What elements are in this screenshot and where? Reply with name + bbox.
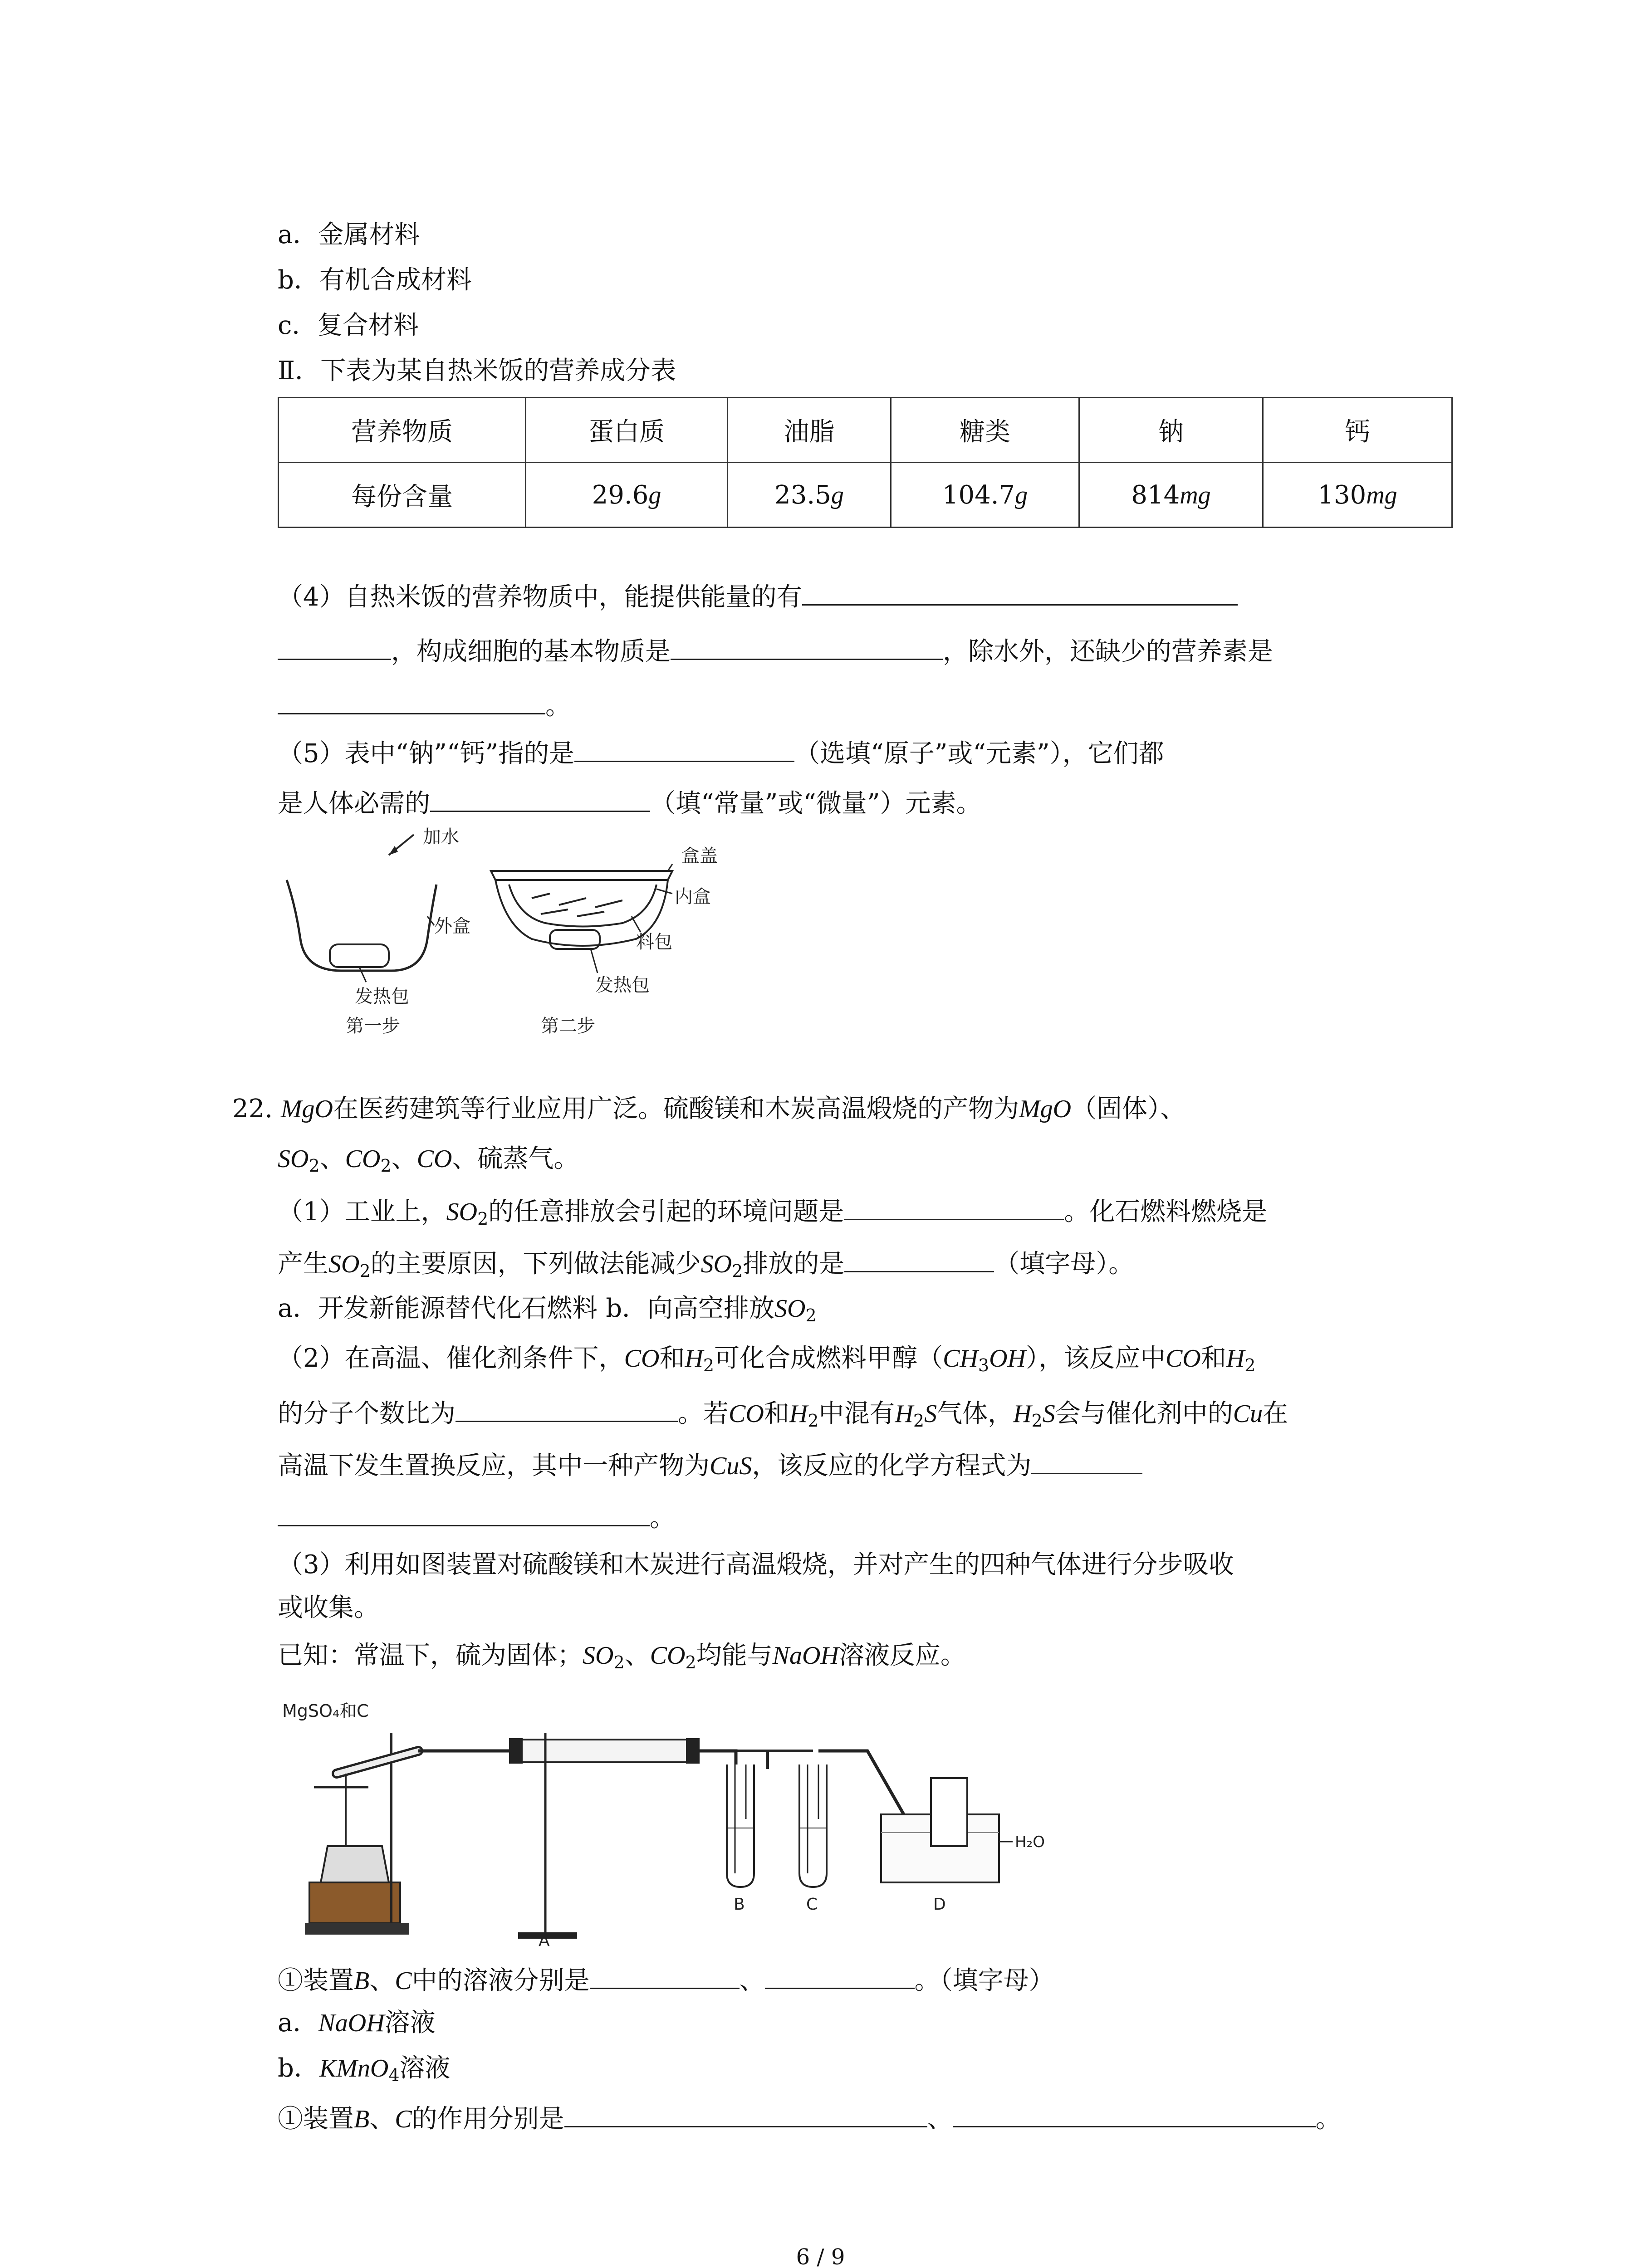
- table-header-cell: 钠: [1079, 398, 1263, 463]
- label-lid: 盒盖: [681, 846, 718, 866]
- table-cell: 814mg: [1079, 463, 1263, 528]
- table-cell: 23.5g: [728, 463, 891, 528]
- nutrition-table: [278, 397, 1453, 528]
- answer-blank[interactable]: [278, 1497, 650, 1526]
- q5-line-2: 是人体必需的 （填“常量”或“微量”）元素。: [278, 782, 982, 822]
- self-heating-rice-figure: [278, 826, 731, 1043]
- label-inner-box: 内盒: [675, 886, 711, 907]
- option-a: a．金属材料: [278, 220, 420, 249]
- table-header-row: [279, 398, 1452, 463]
- q4-line-1: （4）自热米饭的营养物质中，能提供能量的有: [278, 576, 1238, 616]
- page-number: 6 / 9: [796, 2244, 845, 2268]
- answer-blank[interactable]: [844, 1191, 1064, 1220]
- q22-part1-options: a．开发新能源替代化石燃料 b．向高空排放$SO_2$: [278, 1294, 817, 1325]
- label-heat-pack-2: 发热包: [595, 975, 650, 996]
- q4-line-3: 。: [278, 685, 571, 724]
- q22-known-line: 已知：常温下，硫为固体；$SO_2$、$CO_2$均能与NaOH溶液反应。: [278, 1641, 966, 1672]
- table-row: [279, 463, 1452, 528]
- q22-sub2-line: ①装置B、C的作用分别是 、 。: [278, 2098, 1341, 2137]
- q22-part1-line-2: 产生$SO_2$的主要原因，下列做法能减少$SO_2$排放的是 （填字母）。: [278, 1243, 1134, 1282]
- q22-line-1: 22. MgO在医药建筑等行业应用广泛。硫酸镁和木炭高温煅烧的产物为MgO（固体）、: [232, 1094, 1186, 1124]
- table-cell: 130mg: [1263, 463, 1452, 528]
- label-C: C: [806, 1895, 818, 1914]
- label-B: B: [734, 1895, 745, 1914]
- q22-part2-line-1: （2）在高温、催化剂条件下，CO和$H_2$可化合成燃料甲醇$(CH_3OH)$，该反应中CO和$H_2$: [278, 1344, 1256, 1375]
- table-cell: 104.7g: [891, 463, 1079, 528]
- answer-blank[interactable]: [564, 2098, 927, 2127]
- section-2-title: Ⅱ．下表为某自热米饭的营养成分表: [278, 356, 676, 386]
- apparatus-figure: [278, 1696, 1067, 1950]
- q22-part2-line-3: 高温下发生置换反应，其中一种产物为CuS，该反应的化学方程式为: [278, 1445, 1142, 1484]
- q22-part2-line-2: 的分子个数比为 。若CO和$H_2$中混有$H_2S$气体，$H_2S$会与催化剂中的Cu在: [278, 1393, 1288, 1432]
- answer-blank[interactable]: [802, 576, 1238, 606]
- label-heat-pack-1: 发热包: [355, 986, 409, 1007]
- table-cell: 29.6g: [526, 463, 728, 528]
- answer-blank[interactable]: [671, 631, 943, 660]
- table-row-label: 每份含量: [279, 463, 526, 528]
- answer-blank[interactable]: [456, 1393, 678, 1422]
- table-header-cell: 蛋白质: [526, 398, 728, 463]
- q22-sub1-option-a: a．NaOH溶液: [278, 2008, 436, 2038]
- option-c: c．复合材料: [278, 311, 419, 340]
- table-header-cell: 油脂: [728, 398, 891, 463]
- answer-blank[interactable]: [844, 1243, 994, 1272]
- table-header-cell: 糖类: [891, 398, 1079, 463]
- q22-sub1-option-b: b．KMnO$_4$溶液: [278, 2053, 451, 2085]
- q22-part1-line-1: （1）工业上，$SO_2$的任意排放会引起的环境问题是 。化石燃料燃烧是: [278, 1191, 1267, 1230]
- answer-blank[interactable]: [278, 685, 545, 714]
- label-step-1: 第一步: [346, 1016, 400, 1036]
- answer-blank[interactable]: [590, 1960, 740, 1989]
- table-header-cell: 钙: [1263, 398, 1452, 463]
- q5-line-1: （5）表中“钠”“钙”指的是 （选填“原子”或“元素”），它们都: [278, 733, 1164, 772]
- answer-blank[interactable]: [1031, 1445, 1142, 1474]
- label-water: H₂O: [1015, 1833, 1045, 1851]
- label-step-2: 第二步: [541, 1016, 595, 1036]
- answer-blank[interactable]: [278, 631, 391, 660]
- q22-part2-line-4: 。: [278, 1497, 675, 1536]
- q22-sub1-line: ①装置B、C中的溶液分别是 、 。（填字母）: [278, 1960, 1054, 1999]
- answer-blank[interactable]: [765, 1960, 915, 1989]
- label-D: D: [933, 1895, 946, 1914]
- label-ingredient-pack: 料包: [636, 932, 672, 953]
- answer-blank[interactable]: [574, 733, 794, 762]
- q22-line-2: $SO_2$、$CO_2$、CO、硫蒸气。: [278, 1144, 579, 1176]
- label-A: A: [539, 1931, 550, 1950]
- q22-part3-line-1: （3）利用如图装置对硫酸镁和木炭进行高温煅烧，并对产生的四种气体进行分步吸收: [278, 1550, 1234, 1579]
- label-outer-box: 外盒: [434, 916, 470, 937]
- answer-blank[interactable]: [430, 782, 650, 812]
- label-reagent: MgSO₄和C: [282, 1701, 369, 1721]
- q4-line-2: ，构成细胞的基本物质是 ，除水外，还缺少的营养素是: [278, 631, 1273, 670]
- answer-blank[interactable]: [953, 2098, 1316, 2127]
- label-add-water: 加水: [423, 826, 459, 847]
- table-header-cell: 营养物质: [279, 398, 526, 463]
- option-b: b．有机合成材料: [278, 265, 472, 295]
- q22-part3-line-2: 或收集。: [278, 1593, 379, 1623]
